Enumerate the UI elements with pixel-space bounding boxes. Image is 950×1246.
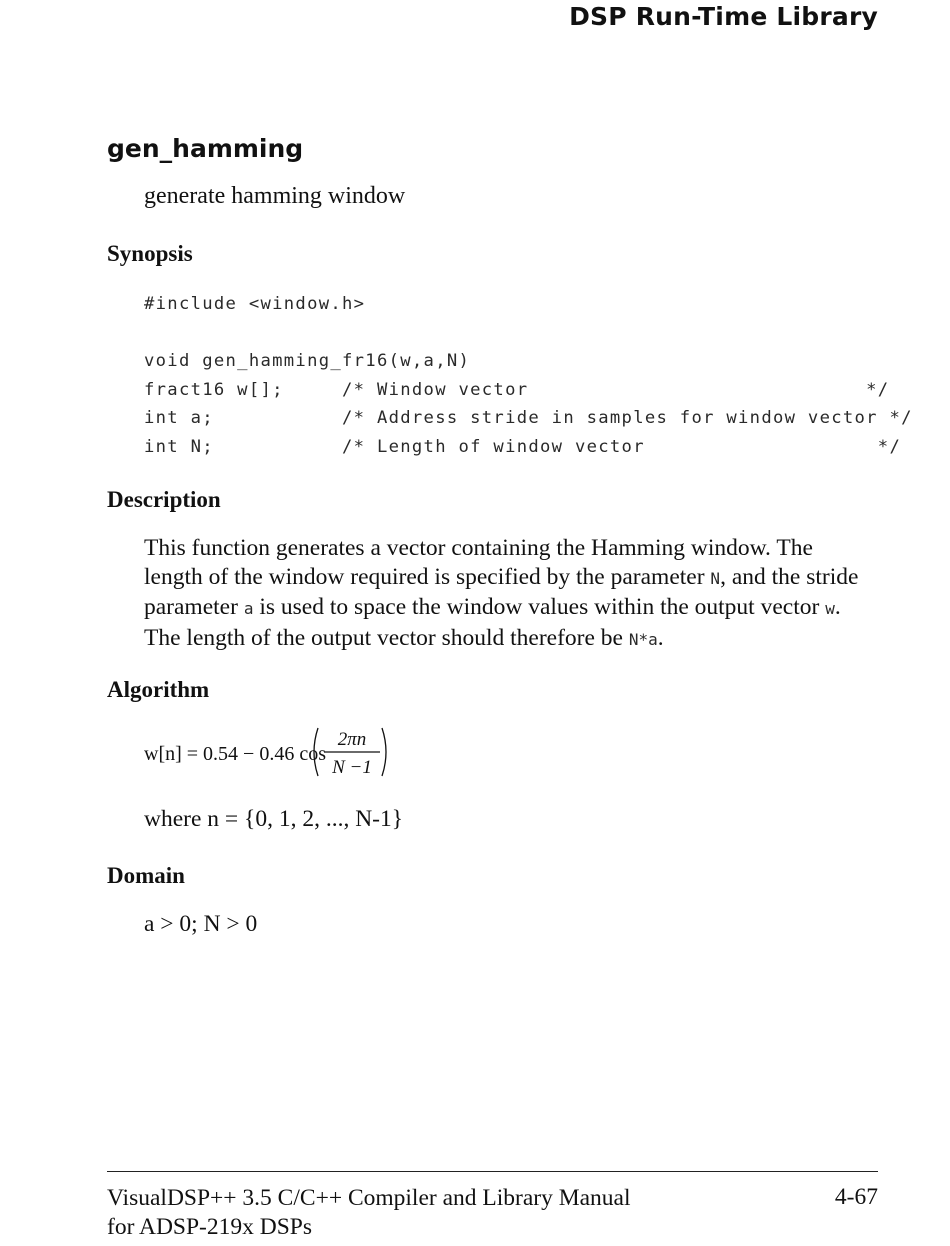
code-line: #include <window.h> [144,294,366,314]
function-summary: generate hamming window [144,183,406,209]
function-title: gen_hamming [107,134,304,163]
description-text: . [657,625,664,652]
hamming-formula [144,722,404,782]
code-line: void gen_hamming_fr16(w,a,N) [144,351,471,372]
footer-rule [107,1171,878,1172]
synopsis-code-block [144,290,913,462]
code-param-a: a [243,599,254,619]
formula-right-paren [382,728,386,776]
page-number: 4-67 [834,1184,878,1210]
code-param-N: N [710,568,721,588]
formula-numerator: 2πn [337,729,367,750]
description-heading: Description [107,487,221,512]
description-text: , and the stride parameter [144,563,859,621]
code-line [144,319,913,348]
domain-heading: Domain [107,863,185,888]
description-text: This function generates a vector containing the Hamming window. The length of the window required is specified by the parameter [144,535,813,590]
footer-line-1: VisualDSP++ 3.5 C/C++ Compiler and Library Manual [107,1185,631,1211]
footer-line-2: for ADSP-219x DSPs [107,1213,313,1240]
formula-lhs: w[n] = 0.54 − 0.46 cos [144,743,326,765]
code-line: int a; /* Address stride in samples for window vector */ [144,408,913,429]
code-length-expr: N*a [628,630,658,650]
description-text: . The length of the output vector should therefore be [144,594,841,652]
running-header: DSP Run-Time Library [569,2,878,31]
formula-denominator: N −1 [332,757,372,778]
description-text: is used to space the window values within the output vector [253,594,826,621]
code-line: fract16 w[]; /* Window vector */ [144,379,890,400]
footer-manual-title [107,1184,631,1241]
synopsis-heading: Synopsis [107,241,193,266]
algorithm-heading: Algorithm [107,677,210,702]
code-line: int N; /* Length of window vector */ [144,436,902,457]
code-param-w: w [825,599,835,619]
domain-text: a > 0; N > 0 [144,911,258,937]
description-paragraph [144,534,874,655]
algorithm-where-clause: where n = {0, 1, 2, ..., N-1} [144,806,404,832]
